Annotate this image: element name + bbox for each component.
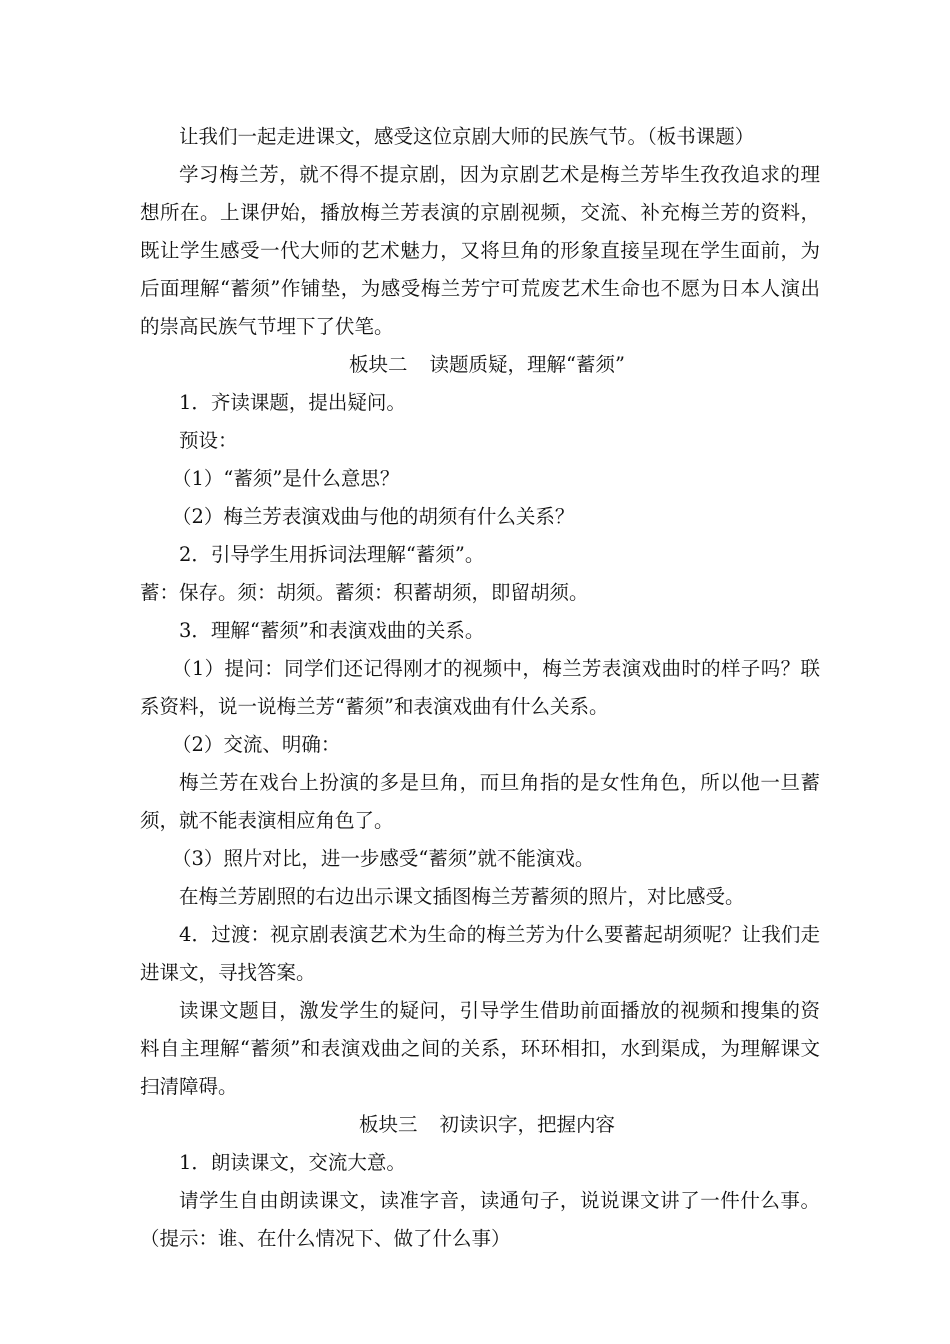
s2-item-2: 2．引导学生用拆词法理解“蓄须”。 xyxy=(179,543,485,566)
document-page xyxy=(140,118,820,1258)
s2-question-2: （2）梅兰芳表演戏曲与他的胡须有什么关系？ xyxy=(172,505,575,528)
section3-label: 板块三 xyxy=(358,1113,418,1136)
s2-item-2-detail: 蓄：保存。须：胡须。蓄须：积蓄胡须，即留胡须。 xyxy=(140,581,589,604)
s2-item-3-2-detail: 梅兰芳在戏台上扮演的多是旦角，而旦角指的是女性角色，所以他一旦蓄须，就不能表演相应角色了。 xyxy=(140,771,820,832)
section2-heading xyxy=(140,346,820,384)
s2-item-4: 4．过渡：视京剧表演艺术为生命的梅兰芳为什么要蓄起胡须呢？让我们走进课文，寻找答案。 xyxy=(140,923,820,984)
s2-item-3-1: （1）提问：同学们还记得刚才的视频中，梅兰芳表演戏曲时的样子吗？联系资料，说一说梅兰芳“蓄须”和表演戏曲有什么关系。 xyxy=(140,657,820,718)
s2-preset: 预设： xyxy=(179,429,238,452)
section2-label: 板块二 xyxy=(349,353,408,376)
s3-item-1-detail: 请学生自由朗读课文，读准字音，读通句子，说说课文讲了一件什么事。（提示：谁、在什么情况下、做了什么事） xyxy=(140,1189,820,1250)
s2-item-3-3-detail: 在梅兰芳剧照的右边出示课文插图梅兰芳蓄须的照片，对比感受。 xyxy=(179,885,745,908)
paragraph-design-note-1: 学习梅兰芳，就不得不提京剧，因为京剧艺术是梅兰芳毕生孜孜追求的理想所在。上课伊始，播放梅兰芳表演的京剧视频，交流、补充梅兰芳的资料，既让学生感受一代大师的艺术魅力，又将旦角的形象直接呈现在学生面前，为后面理解“蓄须”作铺垫，为感受梅兰芳宁可荒废艺术生命也不愿为日本人演出的崇高民族气节埋下了伏笔。 xyxy=(140,163,820,338)
s3-item-1: 1．朗读课文，交流大意。 xyxy=(179,1151,406,1174)
s2-item-3-2: （2）交流、明确： xyxy=(172,733,341,756)
s2-question-1: （1）“蓄须”是什么意思？ xyxy=(172,467,400,490)
paragraph-design-note-2: 读课文题目，激发学生的疑问，引导学生借助前面播放的视频和搜集的资料自主理解“蓄须”和表演戏曲之间的关系，环环相扣，水到渠成，为理解课文扫清障碍。 xyxy=(140,999,820,1098)
section3-heading xyxy=(140,1106,820,1144)
paragraph-intro: 让我们一起走进课文，感受这位京剧大师的民族气节。（板书课题） xyxy=(179,125,755,148)
section3-title: 初读识字，把握内容 xyxy=(439,1113,616,1136)
section2-title: 读题质疑，理解“蓄须” xyxy=(429,353,625,376)
s2-item-1: 1．齐读课题，提出疑问。 xyxy=(179,391,406,414)
s2-item-3-3: （3）照片对比，进一步感受“蓄须”就不能演戏。 xyxy=(172,847,595,870)
s2-item-3: 3．理解“蓄须”和表演戏曲的关系。 xyxy=(179,619,485,642)
